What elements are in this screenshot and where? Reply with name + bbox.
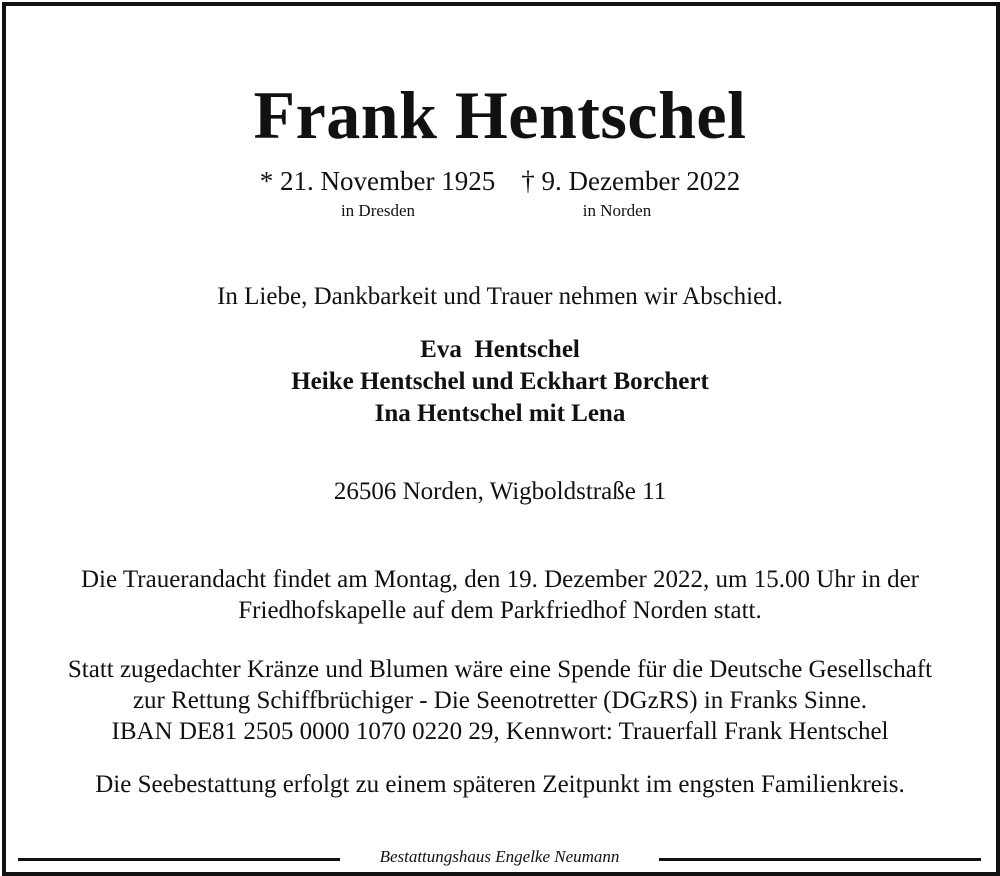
birth-date: * 21. November 1925 [259,166,496,196]
service-line: Friedhofskapelle auf dem Parkfriedhof Norden statt. [238,597,762,624]
donation-line: IBAN DE81 2505 0000 1070 0220 29, Kennwort: Trauerfall Frank Hentschel [111,718,889,745]
footer-rule-left [18,858,340,861]
service-paragraph [0,564,1000,626]
service-line: Die Trauerandacht findet am Montag, den 19. Dezember 2022, um 15.00 Uhr in der [81,566,919,593]
donation-paragraph [0,654,1000,747]
mourner-line: Eva Hentschel [420,336,580,363]
donation-line: zur Rettung Schiffbrüchiger - Die Seenotretter (DGzRS) in Franks Sinne. [132,687,868,714]
burial-note: Die Seebestattung erfolgt zu einem späteren Zeitpunkt im engsten Familienkreis. [95,771,905,798]
mourner-line: Ina Hentschel mit Lena [374,400,626,427]
deceased-name: Frank Hentschel [253,77,747,153]
death-place: in Norden [582,201,652,220]
mourner-line: Heike Hentschel und Eckhart Borchert [291,368,709,395]
death-date: † 9. Dezember 2022 [521,166,741,196]
funeral-home-name: Bestattungshaus Engelke Neumann [379,847,620,866]
mourners-list [0,334,1000,430]
life-dates [0,166,1000,197]
donation-line: Statt zugedachter Kränze und Blumen wäre eine Spende für die Deutsche Gesellschaft [67,656,933,683]
family-address: 26506 Norden, Wigboldstraße 11 [333,478,667,505]
birth-place: in Dresden [340,201,416,220]
farewell-text: In Liebe, Dankbarkeit und Trauer nehmen wir Abschied. [217,283,783,310]
footer-rule-right [659,858,981,861]
footer [0,847,1000,869]
